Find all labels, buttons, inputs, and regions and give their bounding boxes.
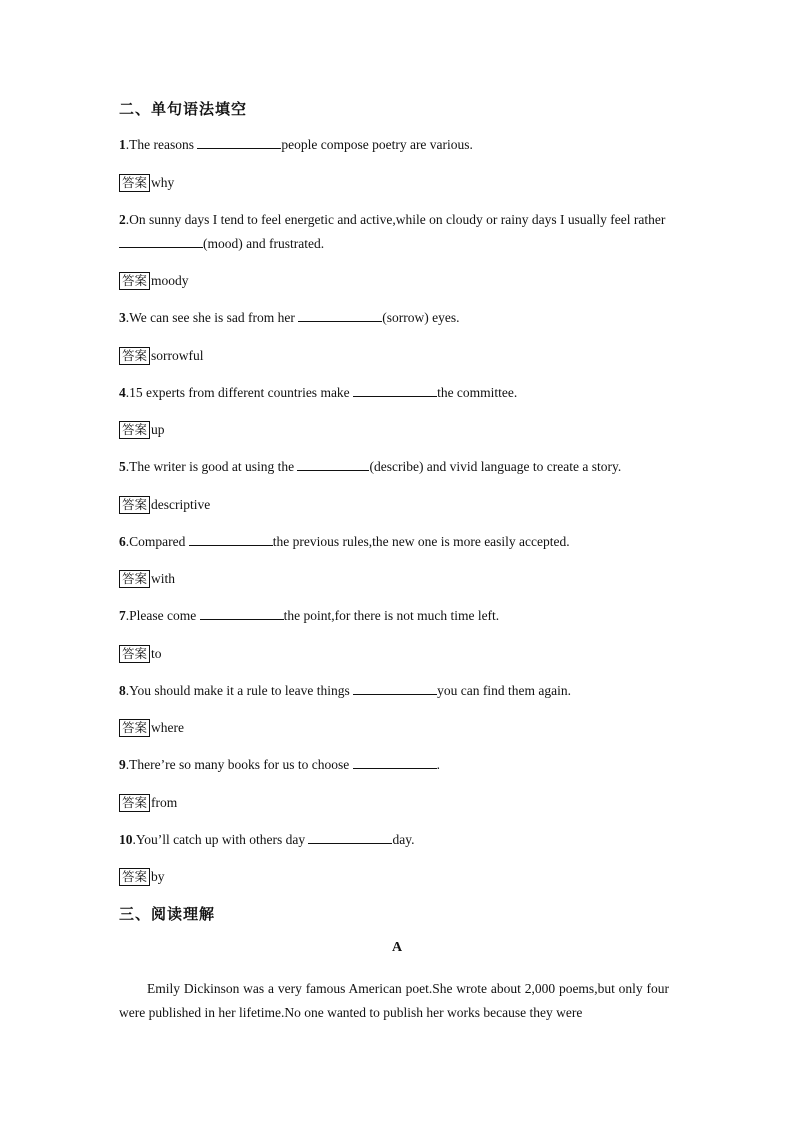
question-text: the previous rules,the new one is more easily accepted. xyxy=(272,534,570,549)
question-7 xyxy=(119,604,679,628)
question-number: 3 xyxy=(119,310,126,325)
passage-text: Emily Dickinson was a very famous American poet.She wrote about 2,000 poems,but only four were published in her lifetime.No one wanted to publish her works because they were xyxy=(119,981,669,1020)
answer-label-box: 答案 xyxy=(119,174,150,192)
answer-blank xyxy=(353,680,437,695)
answer-blank xyxy=(200,605,284,620)
question-text: (mood) and frustrated. xyxy=(203,236,325,251)
answer-text: where xyxy=(151,720,184,735)
question-1 xyxy=(119,133,679,157)
answer-3 xyxy=(119,346,204,366)
answer-5 xyxy=(119,495,210,515)
answer-label-box: 答案 xyxy=(119,570,150,588)
question-2 xyxy=(119,208,679,256)
question-text: .You’ll catch up with others day xyxy=(132,832,309,847)
question-number: 2 xyxy=(119,212,126,227)
question-text: day. xyxy=(392,832,415,847)
answer-label-box: 答案 xyxy=(119,868,150,886)
question-number: 4 xyxy=(119,385,126,400)
question-6 xyxy=(119,530,679,554)
question-text: .The reasons xyxy=(125,137,198,152)
answer-label-box: 答案 xyxy=(119,347,150,365)
question-number: 9 xyxy=(119,757,126,772)
question-text: the point,for there is not much time left. xyxy=(283,608,500,623)
answer-text: sorrowful xyxy=(151,348,204,363)
answer-text: with xyxy=(151,571,176,586)
answer-9 xyxy=(119,793,177,813)
question-text: .You should make it a rule to leave things xyxy=(125,683,354,698)
answer-blank xyxy=(353,754,437,769)
question-number: 1 xyxy=(119,137,126,152)
question-text: .Compared xyxy=(125,534,189,549)
question-text: .On sunny days I tend to feel energetic and active,while on cloudy or rainy days I usually feel rather xyxy=(125,212,666,227)
question-5 xyxy=(119,455,679,479)
answer-7 xyxy=(119,644,162,664)
answer-text: why xyxy=(151,175,175,190)
question-text: the committee. xyxy=(437,385,518,400)
answer-label-box: 答案 xyxy=(119,794,150,812)
answer-2 xyxy=(119,271,189,291)
answer-text: from xyxy=(151,795,178,810)
question-text: (describe) and vivid language to create a story. xyxy=(369,459,622,474)
answer-blank xyxy=(197,134,281,149)
answer-text: descriptive xyxy=(151,497,211,512)
question-9 xyxy=(119,753,679,777)
answer-label-box: 答案 xyxy=(119,719,150,737)
answer-text: to xyxy=(151,646,162,661)
answer-label-box: 答案 xyxy=(119,496,150,514)
answer-text: up xyxy=(151,422,165,437)
answer-label-box: 答案 xyxy=(119,421,150,439)
answer-text: by xyxy=(151,869,165,884)
answer-blank xyxy=(189,531,273,546)
question-text: .There’re so many books for us to choose xyxy=(125,757,353,772)
question-text: . xyxy=(436,757,440,772)
question-text: .We can see she is sad from her xyxy=(125,310,299,325)
answer-text: moody xyxy=(151,273,189,288)
question-text: (sorrow) eyes. xyxy=(382,310,460,325)
answer-4 xyxy=(119,420,165,440)
question-8 xyxy=(119,679,679,703)
answer-blank xyxy=(297,456,369,471)
section-title-grammar: 二、单句语法填空 xyxy=(119,100,248,118)
question-text: .15 experts from different countries make xyxy=(125,385,354,400)
answer-8 xyxy=(119,718,184,738)
question-number: 6 xyxy=(119,534,126,549)
question-number: 8 xyxy=(119,683,126,698)
answer-10 xyxy=(119,867,165,887)
answer-blank xyxy=(298,307,382,322)
question-number: 10 xyxy=(119,832,133,847)
passage-heading: A xyxy=(391,940,403,955)
question-4 xyxy=(119,381,679,405)
answer-blank xyxy=(308,829,392,844)
answer-label-box: 答案 xyxy=(119,645,150,663)
question-number: 5 xyxy=(119,459,126,474)
answer-1 xyxy=(119,173,174,193)
question-number: 7 xyxy=(119,608,126,623)
question-text: .Please come xyxy=(125,608,200,623)
question-3 xyxy=(119,306,679,330)
answer-label-box: 答案 xyxy=(119,272,150,290)
answer-6 xyxy=(119,569,175,589)
section-title-reading: 三、阅读理解 xyxy=(119,905,216,923)
question-text: you can find them again. xyxy=(437,683,571,698)
question-text: .The writer is good at using the xyxy=(125,459,298,474)
answer-blank xyxy=(353,382,437,397)
question-10 xyxy=(119,828,679,852)
question-text: people compose poetry are various. xyxy=(281,137,473,152)
answer-blank xyxy=(119,233,203,248)
